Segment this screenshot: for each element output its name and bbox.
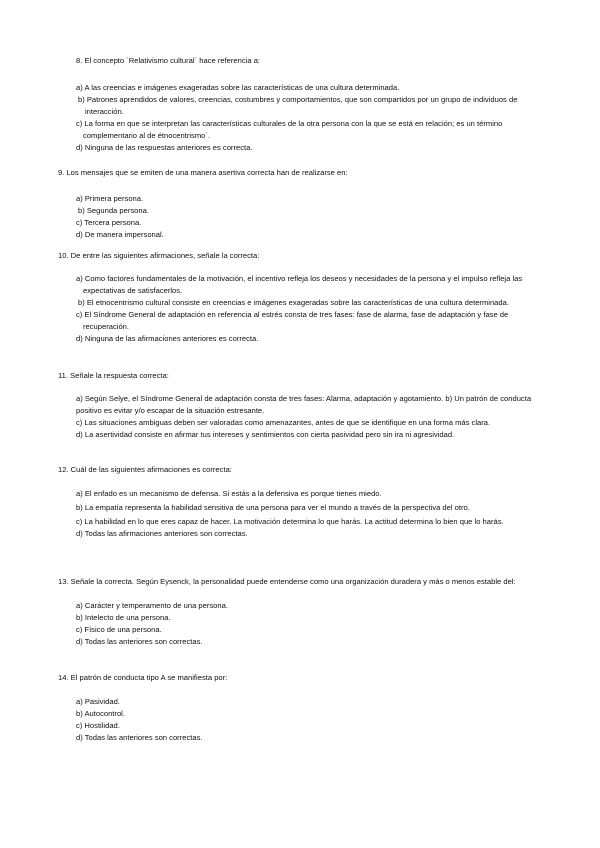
option-c: c) Físico de una persona. (76, 625, 162, 634)
option-d: d) Todas las anteriores son correctas. (76, 637, 203, 646)
option-list (58, 488, 538, 540)
option-c: c) La habilidad en lo que eres capaz de hacer. La motivación determina lo que harás. La actitud determina lo bien que lo harás. (76, 517, 504, 526)
question-title: 8. El concepto `Relativismo cultural´ hace referencia a: (76, 56, 261, 65)
option-c: c) Las situaciones ambiguas deben ser valoradas como amenazantes, antes de que se identifique en una forma más clara. (76, 418, 491, 427)
option-d: d) Todas las anteriores son correctas. (76, 733, 203, 742)
option-a: a) Según Selye, el Síndrome General de adaptación consta de tres fases: Alarma, adaptación y agotamiento. b) Un patrón de conducta positivo es evitar y/o escapar de la situación estresante. (76, 394, 532, 415)
question-10 (58, 250, 538, 345)
option-d: d) De manera impersonal. (76, 230, 164, 239)
option-list (58, 696, 528, 744)
option-c: c) Tercera persona. (76, 218, 142, 227)
question-8 (76, 55, 536, 154)
question-title: 12. Cuál de las siguientes afirmaciones es correcta: (58, 465, 232, 474)
option-a: a) Pasividad. (76, 697, 120, 706)
option-a: a) Primera persona. (76, 194, 144, 203)
option-b: b) Segunda persona. (78, 206, 149, 215)
question-9 (58, 167, 528, 241)
option-a: a) A las creencias e imágenes exageradas sobre las características de una cultura determinada. (76, 83, 400, 92)
question-13 (58, 576, 528, 648)
option-b: b) Autocontrol. (76, 709, 125, 718)
question-12 (58, 464, 538, 540)
option-a: a) Como factores fundamentales de la motivación, el incentivo refleja los deseos y necesidades de la persona y el impulso refleja las expectativas de satisfacerlos. (76, 274, 523, 295)
option-d: d) Ninguna de las respuestas anteriores es correcta. (76, 143, 253, 152)
option-list (76, 82, 536, 154)
option-a: a) El enfado es un mecanismo de defensa. Si estás a la defensiva es porque tienes miedo. (76, 489, 382, 498)
question-title: 13. Señale la correcta. Según Eysenck, la personalidad puede entenderse como una organización duradera y más o menos estable del: (58, 577, 516, 586)
option-list (58, 193, 528, 241)
question-title: 14. El patrón de conducta tipo A se manifiesta por: (58, 673, 228, 682)
option-list (58, 393, 538, 441)
option-b: b) El etnocentrismo cultural consiste en creencias e imágenes exageradas sobre las características de una cultura determinada. (78, 298, 509, 307)
option-c: c) La forma en que se interpretan las características culturales de la otra persona con la que se está en relación; es un término complementario al de étnocentrismo´. (76, 119, 503, 140)
option-d: d) Todas las afirmaciones anteriores son correctas. (76, 529, 248, 538)
option-list (58, 600, 528, 648)
option-d: d) Ninguna de las afirmaciones anteriores es correcta. (76, 334, 259, 343)
question-14 (58, 672, 528, 744)
option-a: a) Carácter y temperamento de una persona. (76, 601, 228, 610)
option-c: c) El Síndrome General de adaptación en referencia al estrés consta de tres fases: fase de alarma, fase de adaptación y fase de recuperación. (76, 310, 509, 331)
option-b: b) Patrones aprendidos de valores, creencias, costumbres y comportamientos, que son compartidos por un grupo de individuos de interacción. (78, 95, 518, 116)
question-title: 11. Señale la respuesta correcta: (58, 371, 169, 380)
question-title: 9. Los mensajes que se emiten de una manera asertiva correcta han de realizarse en: (58, 168, 348, 177)
question-11 (58, 370, 538, 441)
option-b: b) La empatía representa la habilidad sensitiva de una persona para ver el mundo a través de la perspectiva del otro. (76, 503, 470, 512)
option-b: b) Intelecto de una persona. (76, 613, 171, 622)
option-list (58, 273, 538, 345)
question-title: 10. De entre las siguientes afirmaciones, señale la correcta: (58, 251, 260, 260)
option-c: c) Hostilidad. (76, 721, 120, 730)
option-d: d) La asertividad consiste en afirmar tus intereses y sentimientos con cierta pasividad pero sin ira ni agresividad. (76, 430, 455, 439)
